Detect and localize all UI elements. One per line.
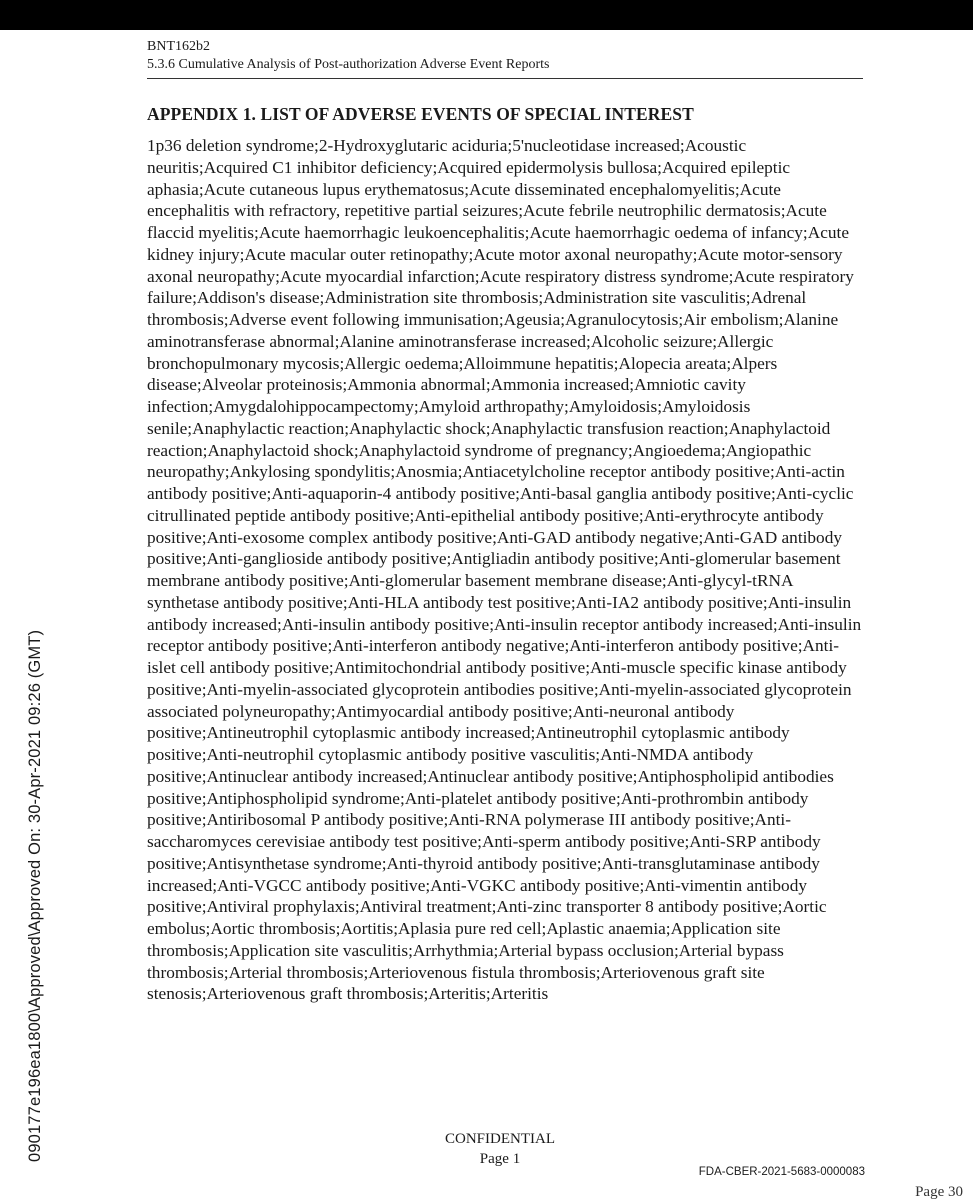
top-dark-bar	[0, 0, 973, 30]
header-section: 5.3.6 Cumulative Analysis of Post-authorization Adverse Event Reports	[147, 57, 550, 72]
appendix-title: APPENDIX 1. LIST OF ADVERSE EVENTS OF SPECIAL INTEREST	[147, 104, 694, 124]
corner-page-number: Page 30	[915, 1184, 963, 1200]
approval-stamp: 090177e196ea1800\Approved\Approved On: 30-Apr-2021 09:26 (GMT)	[26, 629, 44, 1162]
adverse-events-list: 1p36 deletion syndrome;2-Hydroxyglutaric aciduria;5'nucleotidase increased;Acoustic neuritis;Acquired C1 inhibitor deficiency;Acquired epidermolysis bullosa;Acquired epileptic aphasia;Acute cutaneous lupus erythematosus;Acute disseminated encephalomyelitis;Acute encephalitis with refractory, repetitive partial seizures;Acute febrile neutrophilic dermatosis;Acute flaccid myelitis;Acute haemorrhagic leukoencephalitis;Acute haemorrhagic oedema of infancy;Acute kidney injury;Acute macular outer retinopathy;Acute motor axonal neuropathy;Acute motor-sensory axonal neuropathy;Acute myocardial infarction;Acute respiratory distress syndrome;Acute respiratory failure;Addison's disease;Administration site thrombosis;Administration site vasculitis;Adrenal thrombosis;Adverse event following immunisation;Ageusia;Agranulocytosis;Air embolism;Alanine aminotransferase abnormal;Alanine aminotransferase increased;Alcoholic seizure;Allergic bronchopulmonary mycosis;Allergic oedema;Alloimmune hepatitis;Alopecia areata;Alpers disease;Alveolar proteinosis;Ammonia abnormal;Ammonia increased;Amniotic cavity infection;Amygdalohippocampectomy;Amyloid arthropathy;Amyloidosis;Amyloidosis senile;Anaphylactic reaction;Anaphylactic shock;Anaphylactic transfusion reaction;Anaphylactoid reaction;Anaphylactoid shock;Anaphylactoid syndrome of pregnancy;Angioedema;Angiopathic neuropathy;Ankylosing spondylitis;Anosmia;Antiacetylcholine receptor antibody positive;Anti-actin antibody positive;Anti-aquaporin-4 antibody positive;Anti-basal ganglia antibody positive;Anti-cyclic citrullinated peptide antibody positive;Anti-epithelial antibody positive;Anti-erythrocyte antibody positive;Anti-exosome complex antibody positive;Anti-GAD antibody negative;Anti-GAD antibody positive;Anti-ganglioside antibody positive;Antigliadin antibody positive;Anti-glomerular basement membrane antibody positive;Anti-glomerular basement membrane disease;Anti-glycyl-tRNA synthetase antibody positive;Anti-HLA antibody test positive;Anti-IA2 antibody positive;Anti-insulin antibody increased;Anti-insulin antibody positive;Anti-insulin receptor antibody increased;Anti-insulin receptor antibody positive;Anti-interferon antibody negative;Anti-interferon antibody positive;Anti-islet cell antibody positive;Antimitochondrial antibody positive;Anti-muscle specific kinase antibody positive;Anti-myelin-associated glycoprotein antibodies positive;Anti-myelin-associated glycoprotein associated polyneuropathy;Antimyocardial antibody positive;Anti-neuronal antibody positive;Antineutrophil cytoplasmic antibody increased;Antineutrophil cytoplasmic antibody positive;Anti-neutrophil cytoplasmic antibody positive vasculitis;Anti-NMDA antibody positive;Antinuclear antibody increased;Antinuclear antibody positive;Antiphospholipid antibodies positive;Antiphospholipid syndrome;Anti-platelet antibody positive;Anti-prothrombin antibody positive;Antiribosomal P antibody positive;Anti-RNA polymerase III antibody positive;Anti-saccharomyces cerevisiae antibody test positive;Anti-sperm antibody positive;Anti-SRP antibody positive;Antisynthetase syndrome;Anti-thyroid antibody positive;Anti-transglutaminase antibody increased;Anti-VGCC antibody positive;Anti-VGKC antibody positive;Anti-vimentin antibody positive;Antiviral prophylaxis;Antiviral treatment;Anti-zinc transporter 8 antibody positive;Aortic embolus;Aortic thrombosis;Aortitis;Aplasia pure red cell;Aplastic anaemia;Application site thrombosis;Application site vasculitis;Arrhythmia;Arterial bypass occlusion;Arterial bypass thrombosis;Arterial thrombosis;Arteriovenous fistula thrombosis;Arteriovenous graft site stenosis;Arteriovenous graft thrombosis;Arteritis;Arteritis	[147, 136, 862, 1004]
document-header	[147, 38, 867, 74]
header-divider	[147, 78, 863, 79]
footer-page-number: Page 1	[479, 1151, 521, 1167]
footer-document-id: FDA-CBER-2021-5683-0000083	[698, 1166, 865, 1178]
header-product: BNT162b2	[147, 39, 210, 54]
footer-confidential: CONFIDENTIAL	[445, 1131, 555, 1147]
